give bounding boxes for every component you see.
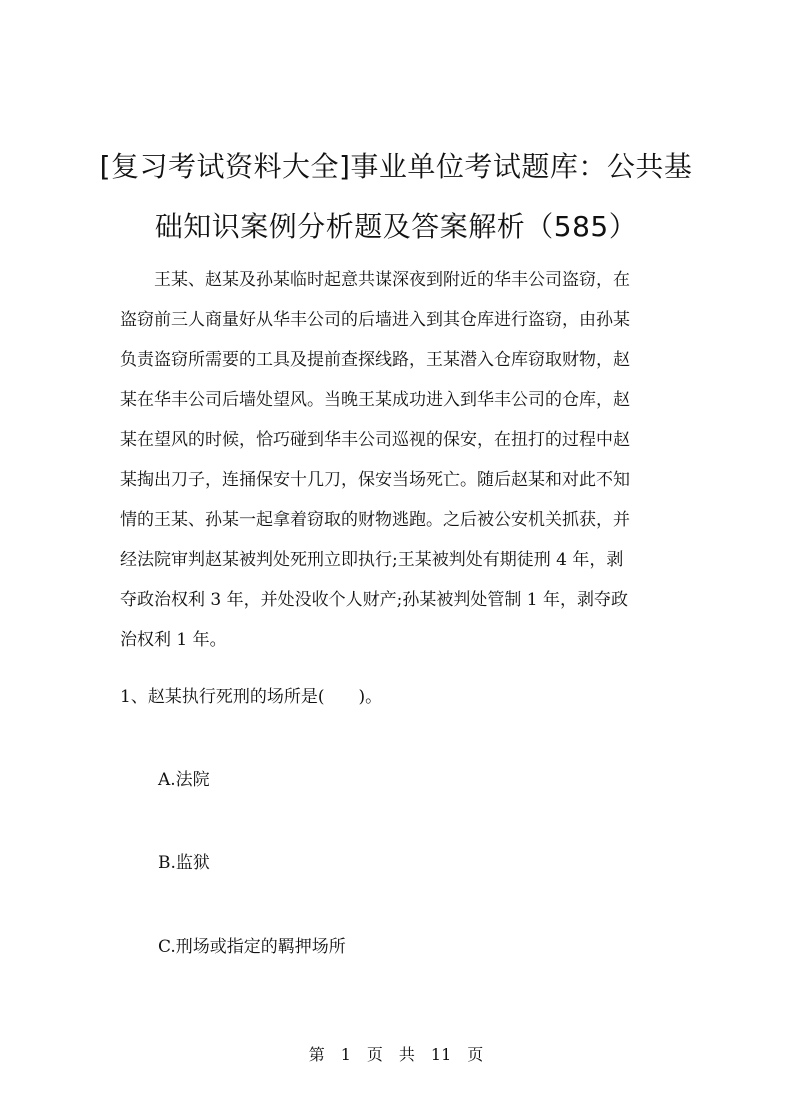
option-b: B.监狱 bbox=[158, 853, 210, 873]
paragraph-line: 情的王某、孙某一起拿着窃取的财物逃跑。之后被公安机关抓获，并 bbox=[120, 510, 630, 530]
paragraph-line: 治权利 1 年。 bbox=[120, 630, 227, 650]
document-title-line-1: [复习考试资料大全]事业单位考试题库：公共基 bbox=[99, 150, 693, 183]
paragraph-line: 某在望风的时候，恰巧碰到华丰公司巡视的保安，在扭打的过程中赵 bbox=[120, 430, 630, 450]
paragraph-line: 经法院审判赵某被判处死刑立即执行;王某被判处有期徒刑 4 年，剥 bbox=[120, 550, 624, 570]
document-title-line-2: 础知识案例分析题及答案解析（585） bbox=[154, 210, 638, 243]
paragraph-line: 夺政治权利 3 年，并处没收个人财产;孙某被判处管制 1 年，剥夺政 bbox=[120, 590, 628, 610]
paragraph-line: 负责盗窃所需要的工具及提前查探线路，王某潜入仓库窃取财物，赵 bbox=[120, 350, 630, 370]
paragraph-line: 盗窃前三人商量好从华丰公司的后墙进入到其仓库进行盗窃，由孙某 bbox=[120, 310, 630, 330]
page-number-footer: 第 1 页 共 11 页 bbox=[308, 1045, 484, 1064]
option-a: A.法院 bbox=[158, 770, 210, 790]
paragraph-line: 某掏出刀子，连捅保安十几刀，保安当场死亡。随后赵某和对此不知 bbox=[120, 470, 630, 490]
question-1: 1、赵某执行死刑的场所是( )。 bbox=[120, 687, 383, 707]
paragraph-line: 某在华丰公司后墙处望风。当晚王某成功进入到华丰公司的仓库，赵 bbox=[120, 390, 630, 410]
option-c: C.刑场或指定的羁押场所 bbox=[158, 937, 346, 957]
paragraph-line: 王某、赵某及孙某临时起意共谋深夜到附近的华丰公司盗窃，在 bbox=[120, 270, 630, 290]
